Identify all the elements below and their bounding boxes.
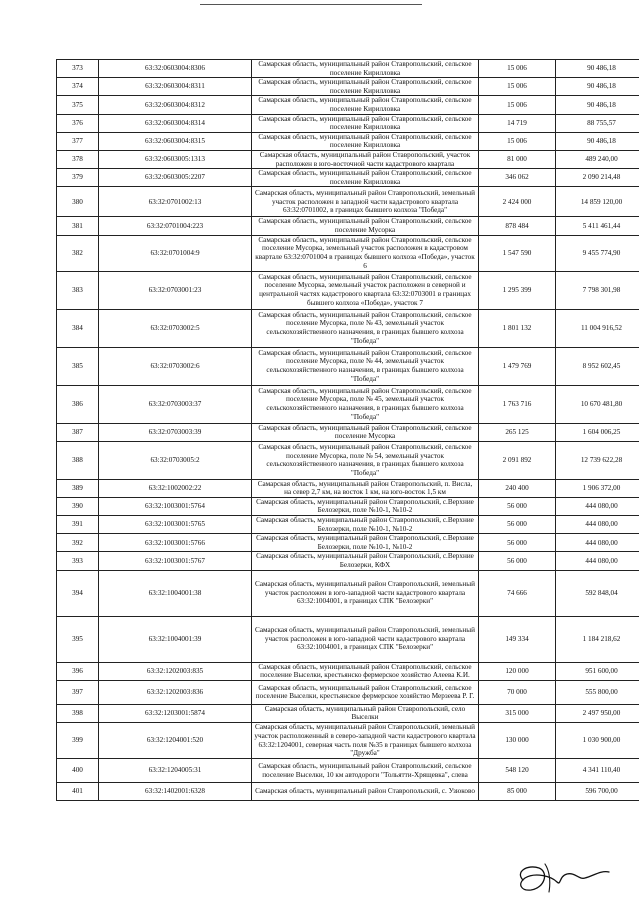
table-row [57,479,639,497]
cadastral-value-cell: 7 798 301,98 [556,271,639,309]
cadastral-number-cell: 63:32:0603004:8306 [99,60,252,78]
area-cell: 70 000 [479,680,556,704]
area-cell: 14 719 [479,114,556,132]
address-cell: Самарская область, муниципальный район Ставропольский, земельный участок расположен в западной части кадастрового квартала 63:32:0701002, в границах бывшего колхоза "Победа" [252,187,479,217]
table-row [57,783,639,801]
cadastral-value-cell: 88 755,57 [556,114,639,132]
row-number-cell: 397 [57,680,99,704]
address-cell: Самарская область, муниципальный район Ставропольский, с.Верхние Белозерки, поле №10-1, №10-2 [252,534,479,552]
address-cell: Самарская область, муниципальный район Ставропольский, участок расположен в юго-восточной части кадастрового квартала [252,150,479,168]
cadastral-value-cell: 2 090 214,48 [556,169,639,187]
table-row [57,516,639,534]
cadastral-value-cell: 90 486,18 [556,96,639,114]
table-row [57,441,639,479]
address-cell: Самарская область, муниципальный район Ставропольский, земельный участок расположен в юго-западной части кадастрового квартала 63:32:1004001, в границах СПК "Белозерки" [252,616,479,662]
row-number-cell: 375 [57,96,99,114]
table-row [57,759,639,783]
table-row [57,662,639,680]
area-cell: 2 424 000 [479,187,556,217]
area-cell: 315 000 [479,704,556,722]
row-number-cell: 381 [57,217,99,235]
cadastral-value-cell: 10 670 481,80 [556,385,639,423]
address-cell: Самарская область, муниципальный район Ставропольский, сельское поселение Выселки, крестьянское фермерское хозяйство Мерзеева Р. Г. [252,680,479,704]
address-cell: Самарская область, муниципальный район Ставропольский, сельское поселение Выселки, крестьянско фермерское хозяйство Алеева К.И. [252,662,479,680]
cadastral-number-cell: 63:32:0603005:2207 [99,169,252,187]
address-cell: Самарская область, муниципальный район Ставропольский, сельское поселение Кирилловка [252,169,479,187]
area-cell: 149 334 [479,616,556,662]
row-number-cell: 396 [57,662,99,680]
address-cell: Самарская область, муниципальный район Ставропольский, сельское поселение Кирилловка [252,60,479,78]
table-row [57,616,639,662]
address-cell: Самарская область, муниципальный район Ставропольский, сельское поселение Мусорка, поле № 54, земельный участок сельскохозяйственного назначения, в границах бывшего колхоза "Победа" [252,441,479,479]
table-row [57,570,639,616]
address-cell: Самарская область, муниципальный район Ставропольский, земельный участок расположен в юго-западной части кадастрового квартала 63:32:1004001, в границах СПК "Белозерки" [252,570,479,616]
address-cell: Самарская область, муниципальный район Ставропольский, сельское поселение Кирилловка [252,78,479,96]
table-row [57,704,639,722]
cadastral-value-cell: 555 800,00 [556,680,639,704]
cadastral-value-cell: 444 080,00 [556,516,639,534]
table-row [57,271,639,309]
land-register-table [56,59,639,801]
row-number-cell: 395 [57,616,99,662]
row-number-cell: 389 [57,479,99,497]
cadastral-number-cell: 63:32:0703005:2 [99,441,252,479]
area-cell: 56 000 [479,516,556,534]
address-cell: Самарская область, муниципальный район Ставропольский, сельское поселение Мусорка, поле № 44, земельный участок сельскохозяйственного назначения, в границах бывшего колхоза "Победа" [252,347,479,385]
cadastral-number-cell: 63:32:1003001:5766 [99,534,252,552]
area-cell: 1 547 590 [479,235,556,271]
area-cell: 265 125 [479,423,556,441]
row-number-cell: 398 [57,704,99,722]
table-row [57,132,639,150]
cadastral-value-cell: 444 080,00 [556,497,639,515]
row-number-cell: 384 [57,309,99,347]
table-row [57,497,639,515]
row-number-cell: 378 [57,150,99,168]
row-number-cell: 401 [57,783,99,801]
table-row [57,60,639,78]
address-cell: Самарская область, муниципальный район Ставропольский, сельское поселение Мусорка [252,217,479,235]
cadastral-value-cell: 12 739 622,28 [556,441,639,479]
area-cell: 878 484 [479,217,556,235]
cadastral-number-cell: 63:32:1203001:5874 [99,704,252,722]
row-number-cell: 382 [57,235,99,271]
cadastral-value-cell: 9 455 774,90 [556,235,639,271]
row-number-cell: 374 [57,78,99,96]
area-cell: 15 006 [479,60,556,78]
table-row [57,534,639,552]
cadastral-value-cell: 951 600,00 [556,662,639,680]
table-row [57,78,639,96]
area-cell: 346 062 [479,169,556,187]
table-row [57,150,639,168]
cadastral-number-cell: 63:32:0603004:8315 [99,132,252,150]
area-cell: 1 479 769 [479,347,556,385]
cadastral-number-cell: 63:32:1004001:39 [99,616,252,662]
address-cell: Самарская область, муниципальный район Ставропольский, сельское поселение Кирилловка [252,132,479,150]
cadastral-number-cell: 63:32:1003001:5765 [99,516,252,534]
row-number-cell: 377 [57,132,99,150]
cadastral-number-cell: 63:32:1204005:31 [99,759,252,783]
cadastral-value-cell: 2 497 950,00 [556,704,639,722]
cadastral-number-cell: 63:32:0703001:23 [99,271,252,309]
row-number-cell: 399 [57,723,99,759]
area-cell: 1 763 716 [479,385,556,423]
row-number-cell: 392 [57,534,99,552]
area-cell: 56 000 [479,552,556,570]
address-cell: Самарская область, муниципальный район Ставропольский, с.Верхние Белозерки, КФХ [252,552,479,570]
area-cell: 85 000 [479,783,556,801]
row-number-cell: 379 [57,169,99,187]
area-cell: 120 000 [479,662,556,680]
address-cell: Самарская область, муниципальный район Ставропольский, сельское поселение Мусорка, земельный участок расположен в кадастровом квартале 63:32:0701004 в границах бывшего колхоза «Победа», участок 6 [252,235,479,271]
row-number-cell: 387 [57,423,99,441]
cadastral-value-cell: 592 848,04 [556,570,639,616]
row-number-cell: 383 [57,271,99,309]
cadastral-number-cell: 63:32:1204001:520 [99,723,252,759]
area-cell: 2 091 892 [479,441,556,479]
address-cell: Самарская область, муниципальный район Ставропольский, земельный участок расположенный в северо-западной части кадастрового квартала 63:32:1204001, северная часть поля №35 в границах бывшего колхоза "Дружба" [252,723,479,759]
cadastral-number-cell: 63:32:0603004:8314 [99,114,252,132]
area-cell: 240 400 [479,479,556,497]
cadastral-number-cell: 63:32:1004001:38 [99,570,252,616]
row-number-cell: 386 [57,385,99,423]
cadastral-number-cell: 63:32:0703003:37 [99,385,252,423]
area-cell: 15 006 [479,132,556,150]
cadastral-number-cell: 63:32:1003001:5764 [99,497,252,515]
top-rule [200,4,422,5]
table-row [57,114,639,132]
cadastral-value-cell: 5 411 461,44 [556,217,639,235]
cadastral-value-cell: 14 859 120,00 [556,187,639,217]
row-number-cell: 385 [57,347,99,385]
area-cell: 15 006 [479,96,556,114]
cadastral-value-cell: 90 486,18 [556,78,639,96]
row-number-cell: 393 [57,552,99,570]
table-row [57,723,639,759]
address-cell: Самарская область, муниципальный район Ставропольский, сельское поселение Выселки, 10 км автодороги "Тольятти-Хрящевка", слева [252,759,479,783]
table-row [57,309,639,347]
address-cell: Самарская область, муниципальный район Ставропольский, сельское поселение Мусорка, поле № 43, земельный участок сельскохозяйственного назначения, в границах бывшего колхоза "Победа" [252,309,479,347]
cadastral-number-cell: 63:32:1002002:22 [99,479,252,497]
table-row [57,169,639,187]
cadastral-number-cell: 63:32:1202003:835 [99,662,252,680]
cadastral-number-cell: 63:32:0701002:13 [99,187,252,217]
table-body [57,60,639,801]
row-number-cell: 391 [57,516,99,534]
cadastral-value-cell: 90 486,18 [556,132,639,150]
address-cell: Самарская область, муниципальный район Ставропольский, сельское поселение Мусорка, поле № 45, земельный участок сельскохозяйственного назначения, в границах бывшего колхоза "Победа" [252,385,479,423]
cadastral-number-cell: 63:32:0603005:1313 [99,150,252,168]
area-cell: 81 000 [479,150,556,168]
cadastral-value-cell: 596 700,00 [556,783,639,801]
row-number-cell: 390 [57,497,99,515]
row-number-cell: 376 [57,114,99,132]
cadastral-number-cell: 63:32:0603004:8312 [99,96,252,114]
table-row [57,235,639,271]
cadastral-value-cell: 444 080,00 [556,534,639,552]
cadastral-value-cell: 90 486,18 [556,60,639,78]
row-number-cell: 373 [57,60,99,78]
cadastral-value-cell: 1 906 372,00 [556,479,639,497]
signature-mark [505,858,615,898]
cadastral-value-cell: 1 184 218,62 [556,616,639,662]
address-cell: Самарская область, муниципальный район Ставропольский, с.Верхние Белозерки, поле №10-1, №10-2 [252,516,479,534]
area-cell: 15 006 [479,78,556,96]
address-cell: Самарская область, муниципальный район Ставропольский, сельское поселение Кирилловка [252,96,479,114]
cadastral-number-cell: 63:32:1003001:5767 [99,552,252,570]
address-cell: Самарская область, муниципальный район Ставропольский, с.Верхние Белозерки, поле №10-1, №10-2 [252,497,479,515]
area-cell: 130 000 [479,723,556,759]
cadastral-number-cell: 63:32:0603004:8311 [99,78,252,96]
cadastral-number-cell: 63:32:0703003:39 [99,423,252,441]
table-row [57,347,639,385]
cadastral-value-cell: 489 240,00 [556,150,639,168]
cadastral-value-cell: 8 952 602,45 [556,347,639,385]
cadastral-number-cell: 63:32:0703002:5 [99,309,252,347]
cadastral-value-cell: 4 341 110,40 [556,759,639,783]
cadastral-number-cell: 63:32:0701004:9 [99,235,252,271]
cadastral-value-cell: 1 030 900,00 [556,723,639,759]
cadastral-value-cell: 1 604 006,25 [556,423,639,441]
table-row [57,217,639,235]
address-cell: Самарская область, муниципальный район Ставропольский, сельское поселение Кирилловка [252,114,479,132]
table-row [57,96,639,114]
row-number-cell: 380 [57,187,99,217]
area-cell: 1 801 132 [479,309,556,347]
address-cell: Самарская область, муниципальный район Ставропольский, с. Узюково [252,783,479,801]
table-row [57,385,639,423]
address-cell: Самарская область, муниципальный район Ставропольский, сельское поселение Мусорка [252,423,479,441]
table-row [57,552,639,570]
area-cell: 56 000 [479,534,556,552]
cadastral-number-cell: 63:32:0701004:223 [99,217,252,235]
row-number-cell: 394 [57,570,99,616]
cadastral-number-cell: 63:32:0703002:6 [99,347,252,385]
table-row [57,423,639,441]
cadastral-value-cell: 11 004 916,52 [556,309,639,347]
address-cell: Самарская область, муниципальный район Ставропольский, сельское поселение Мусорка, земельный участок расположен в северной и центральной частях кадастрового квартала 63:32:0703001 в границах бывшего колхоза «Победа», участок 7 [252,271,479,309]
area-cell: 1 295 399 [479,271,556,309]
address-cell: Самарская область, муниципальный район Ставропольский, село Выселки [252,704,479,722]
cadastral-value-cell: 444 080,00 [556,552,639,570]
cadastral-number-cell: 63:32:1402001:6328 [99,783,252,801]
table-row [57,187,639,217]
row-number-cell: 388 [57,441,99,479]
cadastral-number-cell: 63:32:1202003:836 [99,680,252,704]
area-cell: 74 666 [479,570,556,616]
address-cell: Самарская область, муниципальный район Ставропольский, п. Висла, на север 2,7 км, на восток 1 км, на юго-восток 1,5 км [252,479,479,497]
area-cell: 56 000 [479,497,556,515]
row-number-cell: 400 [57,759,99,783]
area-cell: 548 120 [479,759,556,783]
table-row [57,680,639,704]
